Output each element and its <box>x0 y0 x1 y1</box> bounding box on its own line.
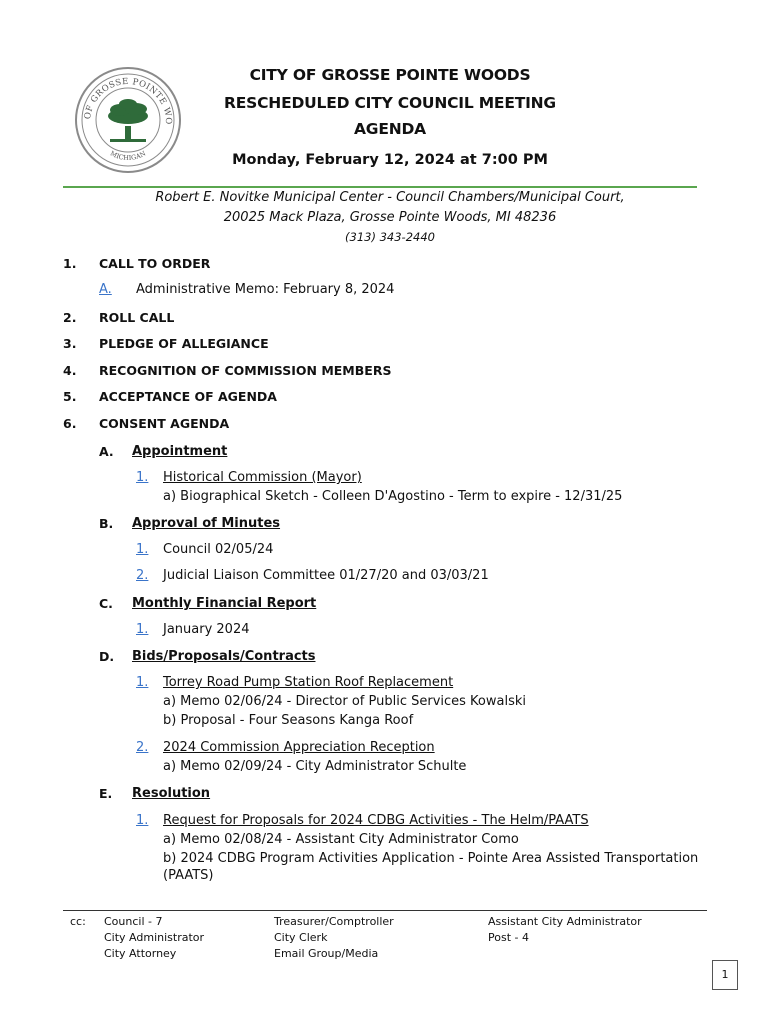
item-number: 2. <box>63 310 77 325</box>
consent-letter-d: D. <box>99 649 115 664</box>
city-name: CITY OF GROSSE POINTE WOODS <box>249 66 531 84</box>
item-recognition: RECOGNITION OF COMMISSION MEMBERS <box>99 363 392 378</box>
agenda-title: AGENDA <box>354 120 426 138</box>
call-to-order-link-a[interactable]: A. <box>99 282 112 297</box>
meeting-date: Monday, February 12, 2024 at 7:00 PM <box>232 152 548 168</box>
minutes-link-2[interactable]: 2. <box>136 568 149 583</box>
financial-item-1: January 2024 <box>163 622 250 637</box>
item-pledge: PLEDGE OF ALLEGIANCE <box>99 336 269 351</box>
consent-letter-a: A. <box>99 444 114 459</box>
consent-heading-minutes: Approval of Minutes <box>132 516 281 531</box>
item-acceptance: ACCEPTANCE OF AGENDA <box>99 389 277 404</box>
item-number: 6. <box>63 416 77 431</box>
cc-column-2 <box>274 914 394 962</box>
header-divider <box>63 186 697 188</box>
minutes-link-1[interactable]: 1. <box>136 542 149 557</box>
bids-link-2[interactable]: 2. <box>136 740 149 755</box>
item-number: 4. <box>63 363 77 378</box>
cc-column-3 <box>488 914 642 946</box>
consent-heading-financial: Monthly Financial Report <box>132 596 317 611</box>
resolution-sub-a: a) Memo 02/08/24 - Assistant City Administrator Como <box>163 832 519 847</box>
phone-number: (313) 343-2440 <box>345 230 435 244</box>
minutes-item-2: Judicial Liaison Committee 01/27/20 and 03/03/21 <box>163 568 489 583</box>
cc-entry: City Attorney <box>104 947 177 960</box>
cc-entry: City Clerk <box>274 931 328 944</box>
footer-divider <box>63 910 707 911</box>
bids-link-1[interactable]: 1. <box>136 675 149 690</box>
consent-letter-b: B. <box>99 516 114 531</box>
consent-heading-resolution: Resolution <box>132 786 211 801</box>
resolution-item-1[interactable]: Request for Proposals for 2024 CDBG Activities - The Helm/PAATS <box>163 813 589 828</box>
item-number: 1. <box>63 256 77 271</box>
consent-heading-bids: Bids/Proposals/Contracts <box>132 649 316 664</box>
item-roll-call: ROLL CALL <box>99 310 175 325</box>
cc-entry: Post - 4 <box>488 931 529 944</box>
resolution-sub-b: b) 2024 CDBG Program Activities Application - Pointe Area Assisted Transportation <box>163 851 699 866</box>
cc-entry: Treasurer/Comptroller <box>274 915 394 928</box>
financial-link-1[interactable]: 1. <box>136 622 149 637</box>
administrative-memo: Administrative Memo: February 8, 2024 <box>136 282 395 297</box>
location-line2: 20025 Mack Plaza, Grosse Pointe Woods, MI 48236 <box>223 210 557 225</box>
item-number: 3. <box>63 336 77 351</box>
cc-entry: Email Group/Media <box>274 947 379 960</box>
consent-heading-appointment: Appointment <box>132 444 228 459</box>
cc-entry: Assistant City Administrator <box>488 915 642 928</box>
bids-item-1-sub-a: a) Memo 02/06/24 - Director of Public Services Kowalski <box>163 694 527 709</box>
cc-entry: Council - 7 <box>104 915 163 928</box>
resolution-link-1[interactable]: 1. <box>136 813 149 828</box>
consent-letter-e: E. <box>99 786 113 801</box>
page-number: 1 <box>712 960 738 990</box>
cc-column-1 <box>104 914 204 962</box>
cc-entry: City Administrator <box>104 931 205 944</box>
city-seal-logo <box>74 66 182 174</box>
item-consent-agenda: CONSENT AGENDA <box>99 416 230 431</box>
bids-item-1-sub-b: b) Proposal - Four Seasons Kanga Roof <box>163 713 414 728</box>
consent-letter-c: C. <box>99 596 113 611</box>
seal-icon <box>74 66 182 174</box>
location-line1: Robert E. Novitke Municipal Center - Council Chambers/Municipal Court, <box>155 190 625 205</box>
item-number: 5. <box>63 389 77 404</box>
minutes-item-1: Council 02/05/24 <box>163 542 274 557</box>
appointment-sub-a: a) Biographical Sketch - Colleen D'Agostino - Term to expire - 12/31/25 <box>163 489 623 504</box>
bids-item-2-sub-a: a) Memo 02/09/24 - City Administrator Schulte <box>163 759 467 774</box>
bids-item-2[interactable]: 2024 Commission Appreciation Reception <box>163 740 435 755</box>
item-call-to-order: CALL TO ORDER <box>99 256 211 271</box>
appointment-item-1[interactable]: Historical Commission (Mayor) <box>163 470 362 485</box>
svg-text:CITY OF GROSSE POINTE WOODS: OF GROSSE POINTE WO <box>82 76 174 125</box>
svg-text:MICHIGAN: MICHIGAN <box>108 149 148 163</box>
cc-label: cc: <box>70 915 86 928</box>
resolution-sub-b-cont: (PAATS) <box>163 868 214 883</box>
appointment-link-1[interactable]: 1. <box>136 470 149 485</box>
meeting-title: RESCHEDULED CITY COUNCIL MEETING <box>224 94 556 112</box>
bids-item-1[interactable]: Torrey Road Pump Station Roof Replacement <box>163 675 454 690</box>
